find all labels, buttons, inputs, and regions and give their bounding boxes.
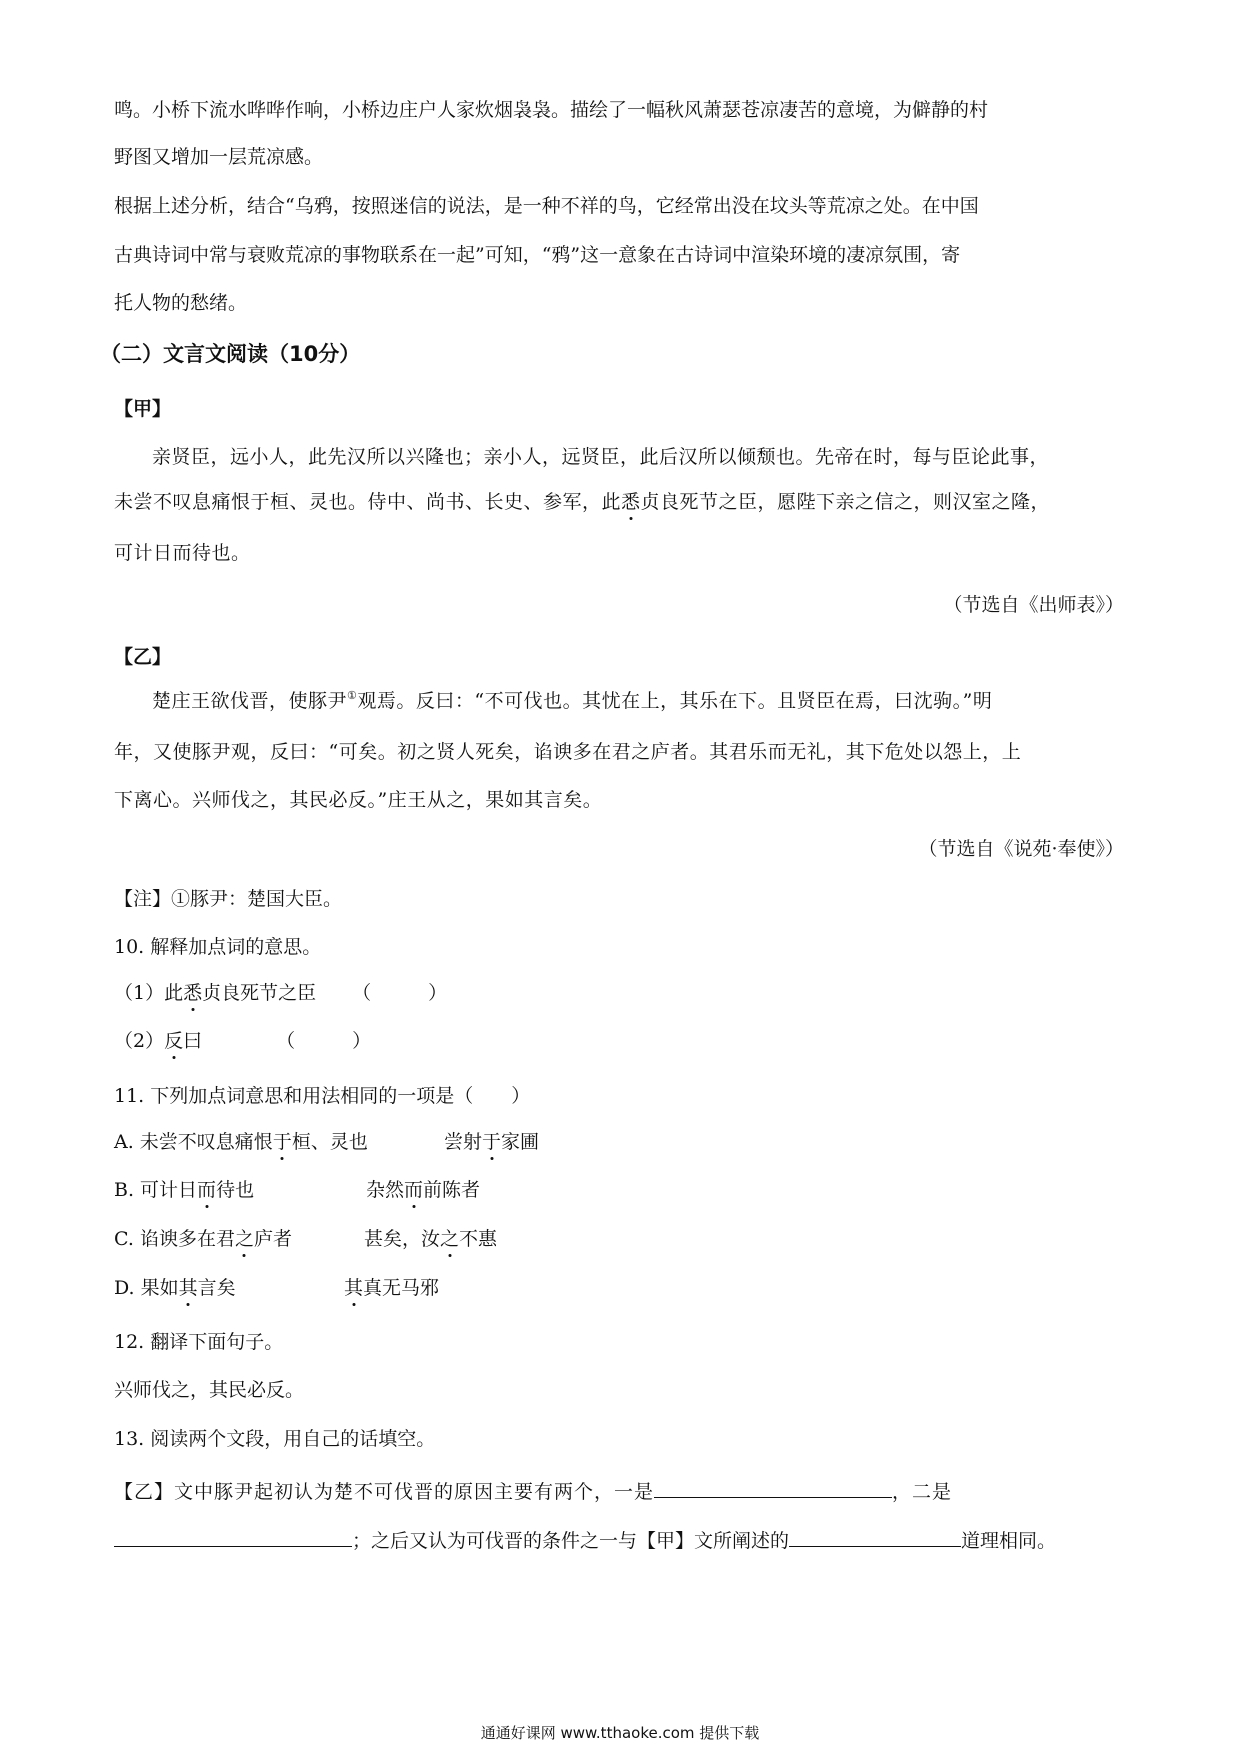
emphasis-dot-char: 于 [272,1131,292,1153]
paragraph-line: 野图又增加一层荒凉感。 [114,146,324,168]
option-d: D. 果如其言矣 其真无马邪 [114,1277,440,1299]
page-footer: 通通好课网 www.tthaoke.com 提供下载 [480,1724,760,1742]
question-13-stem: 13. 阅读两个文段，用自己的话填空。 [114,1428,436,1450]
option-b: B. 可计日而待也 杂然而前陈者 [114,1179,481,1201]
answer-blank[interactable] [114,1528,352,1547]
passage-yi-line: 楚庄王欲伐晋，使豚尹①观焉。反曰：“不可伐也。其忧在上，其乐在下。且贤臣在焉，曰沈驹。”明 [152,689,993,712]
passage-yi-line: 年，又使豚尹观，反曰：“可矣。初之贤人死矣，谄谀多在君之庐者。其君乐而无礼，其下危处以怨上，上 [114,741,1022,763]
option-c: C. 谄谀多在君之庐者 甚矣，汝之不惠 [114,1228,498,1250]
emphasis-dot-char: 反 [164,1030,184,1052]
question-10-stem: 10. 解释加点词的意思。 [114,936,322,958]
question-12-stem: 12. 翻译下面句子。 [114,1331,284,1353]
emphasis-dot-char: 悉 [183,982,203,1004]
passage-jia-line: 可计日而待也。 [114,542,251,564]
passage-jia-line: 亲贤臣，远小人，此先汉所以兴隆也；亲小人，远贤臣，此后汉所以倾颓也。先帝在时，每与臣论此事， [152,446,1050,468]
question-13-line-2: ；之后又认为可伐晋的条件之一与【甲】文所阐述的 道理相同。 [114,1528,1124,1551]
question-12-sentence: 兴师伐之，其民必反。 [114,1379,305,1401]
source-citation: （节选自《出师表》） [943,594,1124,616]
answer-blank[interactable] [654,1479,892,1498]
passage-label-jia: 【甲】 [114,398,172,420]
emphasis-dot-char: 之 [440,1228,460,1250]
option-a: A. 未尝不叹息痛恨于桓、灵也 尝射于家圃 [114,1131,540,1153]
emphasis-dot-char: 而 [404,1179,424,1201]
emphasis-dot-char: 之 [234,1228,254,1250]
question-13-line-1: 【乙】文中豚尹起初认为楚不可伐晋的原因主要有两个，一是 ，二是 [114,1481,953,1503]
paragraph-line: 托人物的愁绪。 [114,292,248,314]
emphasis-dot-char: 悉 [621,491,641,513]
question-10-item-1: （1）此悉贞良死节之臣 （ ） [114,982,448,1004]
emphasis-dot-char: 其 [344,1277,364,1299]
paragraph-line: 根据上述分析，结合“乌鸦，按照迷信的说法，是一种不祥的鸟，它经常出没在坟头等荒凉之处。在中国 [114,195,979,217]
emphasis-dot-char: 于 [482,1131,502,1153]
answer-blank[interactable] [789,1528,961,1547]
source-citation: （节选自《说苑·奉使》） [918,838,1124,860]
paragraph-line: 古典诗词中常与衰败荒凉的事物联系在一起”可知，“鸦”这一意象在古诗词中渲染环境的凄凉氛围，寄 [114,244,961,266]
question-11-stem: 11. 下列加点词意思和用法相同的一项是（ ） [114,1085,531,1107]
passage-label-yi: 【乙】 [114,646,172,668]
footnote: 【注】①豚尹：楚国大臣。 [114,888,343,910]
emphasis-dot-char: 而 [197,1179,217,1201]
passage-jia-line: 未尝不叹息痛恨于桓、灵也。侍中、尚书、长史、参军，此悉贞良死节之臣，愿陛下亲之信之，则汉室之隆， [114,491,1051,513]
emphasis-dot-char: 其 [178,1277,198,1299]
section-title: （二）文言文阅读（10分） [100,342,361,366]
footnote-marker: ① [347,689,358,702]
paragraph-line: 鸣。小桥下流水哗哗作响，小桥边庄户人家炊烟袅袅。描绘了一幅秋风萧瑟苍凉凄苦的意境，为僻静的村 [114,99,989,121]
passage-yi-line: 下离心。兴师伐之，其民必反。”庄王从之，果如其言矣。 [114,789,603,811]
question-10-item-2: （2）反曰 （ ） [114,1030,372,1052]
